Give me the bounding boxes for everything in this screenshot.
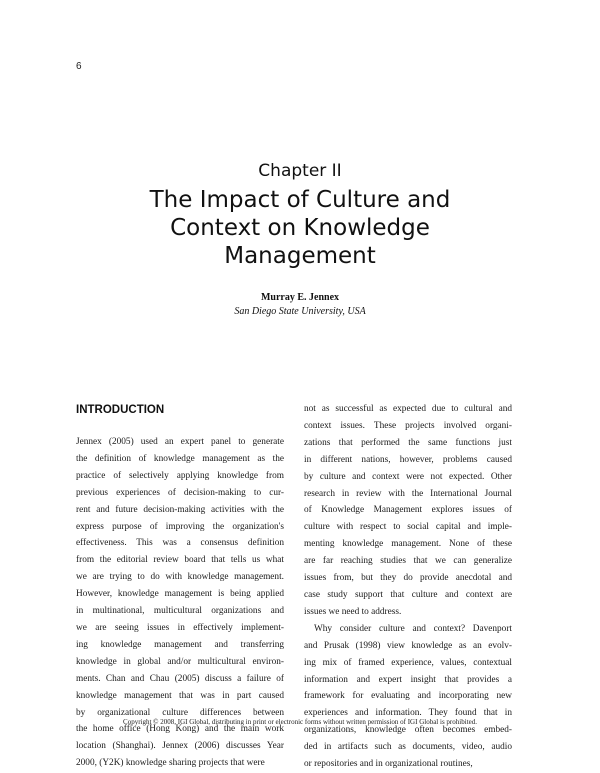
text-line: knowledge in global and/or multicultural environ- xyxy=(76,656,284,667)
text-line: location (Shanghai). Jennex (2006) discusses Year xyxy=(76,741,284,752)
chapter-label: Chapter II xyxy=(258,161,342,181)
text-line: in multinational, multicultural organizations and xyxy=(76,606,284,617)
text-line: from the editorial review board that tells us what xyxy=(76,555,284,566)
section-heading: INTRODUCTION xyxy=(76,404,165,416)
text-line: or repositories and in organizational routines, xyxy=(304,759,473,770)
text-line: rent and future decision-making activities with the xyxy=(76,504,284,515)
text-line: express purpose of improving the organization's xyxy=(76,521,284,532)
text-line: However, knowledge management is being applied xyxy=(76,589,284,600)
text-line: menting knowledge management. None of these xyxy=(304,539,512,550)
author-affiliation: San Diego State University, USA xyxy=(234,306,366,317)
chapter-title-line-2: Context on Knowledge xyxy=(170,215,430,241)
text-line: 2000, (Y2K) knowledge sharing projects that were xyxy=(76,758,265,769)
text-line: Jennex (2005) used an expert panel to generate xyxy=(76,437,284,447)
text-line: and Prusak (1998) view knowledge as an evolv- xyxy=(304,640,512,651)
text-line: effectiveness. This was a consensus definition xyxy=(76,538,284,549)
text-line: culture with respect to social capital and imple- xyxy=(304,522,512,533)
text-line: information and expert insight that provides a xyxy=(304,674,512,685)
text-line: by culture and context were not expected. Other xyxy=(304,471,512,482)
text-line: Why consider culture and context? Davenport xyxy=(314,623,512,634)
text-line: organizations, knowledge often becomes embed- xyxy=(304,725,512,736)
author-name: Murray E. Jennex xyxy=(260,292,340,303)
text-line: we are seeing issues in effectively implement- xyxy=(76,622,284,633)
text-line: knowledge management that was in part caused xyxy=(76,690,284,701)
text-line: practice of selectively applying knowledge from xyxy=(76,470,284,481)
text-line: context issues. These projects involved organi- xyxy=(304,420,512,431)
text-line: the definition of knowledge management as the xyxy=(76,453,284,464)
text-line: the home office (Hong Kong) and the main work xyxy=(76,724,284,735)
text-line: framework for evaluating and incorporating new xyxy=(304,691,512,702)
text-line: are far reaching studies that we can generalize xyxy=(304,556,512,567)
text-line: ded in artifacts such as documents, video, audio xyxy=(304,742,512,753)
page-number: 6 xyxy=(76,61,82,72)
text-line: zations that performed the same functions just xyxy=(304,437,512,448)
text-line: of Knowledge Management explores issues of xyxy=(304,505,512,516)
text-line: not as successful as expected due to cultural and xyxy=(304,404,512,414)
copyright-footer: Copyright © 2008, IGI Global, distributing in print or electronic forms without written permission of IGI Global is prohibited. xyxy=(123,718,477,726)
text-line: issues we need to address. xyxy=(304,606,402,617)
text-line: in different nations, however, problems caused xyxy=(304,454,512,465)
text-line: we are trying to do with knowledge management. xyxy=(76,572,284,583)
chapter-title-line-3: Management xyxy=(224,243,376,269)
chapter-title xyxy=(60,186,540,270)
chapter-title-line-1: The Impact of Culture and xyxy=(149,187,451,213)
text-line: ing knowledge management and transferring xyxy=(76,639,284,650)
text-line: case study support that culture and context are xyxy=(304,589,512,600)
text-line: ments. Chan and Chau (2005) discuss a failure of xyxy=(76,673,284,684)
text-line: ing mix of framed experience, values, contextual xyxy=(304,657,512,668)
text-line: previous experiences of decision-making to cur- xyxy=(76,487,284,498)
text-line: research in review with the International Journal xyxy=(304,488,512,499)
text-line: by organizational culture differences between xyxy=(76,707,284,718)
text-line: experiences and information. They found that in xyxy=(304,708,512,719)
text-line: issues from, but they do provide anecdotal and xyxy=(304,573,512,584)
